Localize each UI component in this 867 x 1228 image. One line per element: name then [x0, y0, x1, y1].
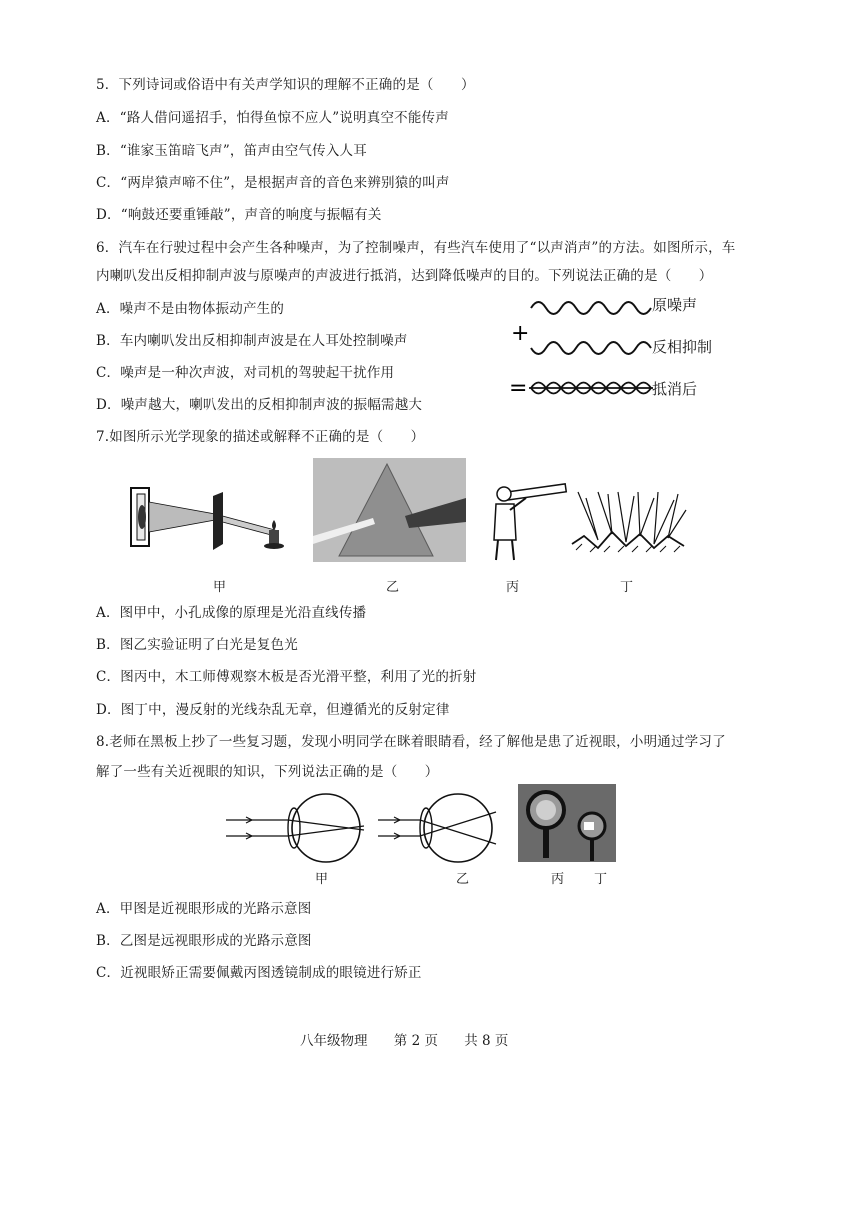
pinhole-camera-figure: [125, 480, 300, 560]
pinhole-diagram: [125, 480, 300, 560]
footer-page-number: 第 2 页: [393, 1033, 438, 1049]
page-footer: [300, 1029, 530, 1049]
q7-option-a: A．图甲中，小孔成像的原理是光沿直线传播: [96, 605, 367, 621]
q8-option-b: B．乙图是远视眼形成的光路示意图: [96, 933, 312, 949]
carpenter-figure: [486, 480, 568, 562]
q6-option-d: D．噪声越大，喇叭发出的反相抑制声波的振幅需越大: [96, 397, 423, 413]
q8-option-c: C．近视眼矫正需要佩戴丙图透镜制成的眼镜进行矫正: [96, 965, 422, 981]
label-original-noise: 原噪声: [652, 296, 698, 314]
diffuse-reflection-diagram: [568, 486, 690, 562]
lens-photo-svg: [518, 784, 616, 862]
diffuse-reflection-figure: [568, 486, 690, 562]
q5-option-b: B．“谁家玉笛暗飞声”，笛声由空气传入人耳: [96, 143, 367, 159]
q5-option-a: A．“路人借问遥招手，怕得鱼惊不应人”说明真空不能传声: [96, 110, 449, 126]
q7-option-d: D．图丁中，漫反射的光线杂乱无章，但遵循光的反射定律: [96, 702, 450, 718]
q6-option-c: C．噪声是一种次声波，对司机的驾驶起干扰作用: [96, 365, 395, 381]
q7-caption-ding: 丁: [620, 580, 634, 595]
footer-total-pages: 共 8 页: [464, 1033, 509, 1049]
inverse-wave: [531, 342, 651, 354]
q6-stem-line1: 6．汽车在行驶过程中会产生各种噪声，为了控制噪声，有些汽车使用了“以声消声”的方法。如图所示，车: [96, 240, 736, 256]
q7-stem: 7.如图所示光学现象的描述或解释不正确的是（ ）: [96, 429, 425, 445]
carpenter-diagram: [486, 480, 568, 562]
noise-cancellation-figure: [505, 288, 725, 408]
q6-option-a: A．噪声不是由物体振动产生的: [96, 301, 285, 317]
label-after-cancellation: 抵消后: [652, 380, 698, 398]
q8-caption-jia: 甲: [315, 872, 329, 887]
original-noise-wave: [531, 302, 651, 314]
eye-yi-svg: [378, 792, 518, 864]
equals-sign: =: [509, 376, 528, 401]
q5-option-c: C．“两岸猿声啼不住”，是根据声音的音色来辨别猿的叫声: [96, 175, 450, 191]
prism-diagram: [313, 458, 466, 562]
q7-option-b: B．图乙实验证明了白光是复色光: [96, 637, 298, 653]
label-inverse-suppression: 反相抑制: [652, 338, 713, 356]
q5-stem: 5．下列诗词或俗语中有关声学知识的理解不正确的是（ ）: [96, 77, 475, 93]
plus-sign: +: [511, 321, 530, 346]
q8-caption-ding: 丁: [594, 872, 608, 887]
eye-diagram-jia: [226, 792, 366, 864]
footer-subject: 八年级物理: [300, 1033, 368, 1049]
q6-option-b: B．车内喇叭发出反相抑制声波是在人耳处控制噪声: [96, 333, 408, 349]
q7-caption-yi: 乙: [386, 580, 400, 595]
eye-jia-svg: [226, 792, 366, 864]
q8-caption-yi: 乙: [456, 872, 470, 887]
q8-option-a: A．甲图是近视眼形成的光路示意图: [96, 901, 312, 917]
eye-diagram-yi: [378, 792, 518, 864]
q8-stem-line1: 8.老师在黑板上抄了一些复习题，发现小明同学在眯着眼睛看，经了解他是患了近视眼，小明通过学习了: [96, 734, 726, 750]
lens-photo: [518, 784, 616, 862]
q8-stem-line2: 解了一些有关近视眼的知识，下列说法正确的是（ ）: [96, 764, 439, 780]
prism-photo: [313, 458, 466, 562]
q7-caption-jia: 甲: [213, 580, 227, 595]
q5-option-d: D．“响鼓还要重锤敲”，声音的响度与振幅有关: [96, 207, 382, 223]
q8-caption-bing: 丙: [551, 872, 565, 887]
q7-option-c: C．图丙中，木工师傅观察木板是否光滑平整，利用了光的折射: [96, 669, 477, 685]
q7-caption-bing: 丙: [506, 580, 520, 595]
q6-stem-line2: 内喇叭发出反相抑制声波与原噪声的声波进行抵消，达到降低噪声的目的。下列说法正确的是（ ）: [96, 268, 713, 284]
